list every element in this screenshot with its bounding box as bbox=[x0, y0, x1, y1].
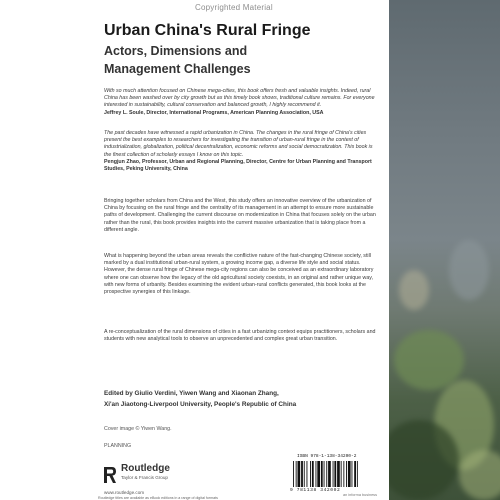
description-paragraph-1: Bringing together scholars from China and the West, this study offers an innovative overview of the urbanization of China by focusing on the rural fringe and the centrality of its management in an attempt to ensure more sustainable paths of development. Challenging the current discourse on modernization in China that focuses solely on the urban rather than the rural, this book provides insights into the current massive urbanization that is taking place from a different angle. bbox=[104, 198, 376, 233]
publisher-website[interactable]: www.routledge.com bbox=[104, 490, 145, 495]
subtitle-line: Actors, Dimensions and bbox=[104, 44, 248, 58]
informa-tagline: an informa business bbox=[343, 493, 377, 497]
description-paragraph-2: What is happening beyond the urban areas reveals the conflictive nature of the fast-changing Chinese society, still marked by a dual institutional urban-rural system, a growing income gap, a diverse life style and social status. However, the dense rural fringe of Chinese mega-city regions can also be conceived as an extraordinary laboratory where one can observe how the legacy of the old agricultural society coexists, in an original and rather unique way, with new forms of urbanity. Besides examining the evident urban-rural conflicts generated, this book looks at the prospective synergies of this linkage. bbox=[104, 253, 374, 296]
publisher-name: Routledge bbox=[121, 463, 170, 474]
book-subtitle bbox=[104, 42, 251, 78]
quote-text: The past decades have witnessed a rapid urbanization in China. The changes in the rural fringe of China's cities present the best examples to researchers for investigating the transition of urban-rural fringe in the context of industrialization, globalization, political decentralization, economic reforms and social democratization. This book is the finest collection of scholarly essays I know on this topic. bbox=[104, 130, 373, 158]
barcode-icon bbox=[293, 461, 377, 487]
quote-attribution: Jeffrey L. Soule, Director, International Programs, American Planning Association, USA bbox=[104, 109, 324, 116]
ebook-notice: Routledge titles are available as eBook editions in a range of digital formats bbox=[98, 496, 218, 500]
endorsement-quote-1 bbox=[104, 88, 380, 117]
editors-line: Xi'an Jiaotong-Liverpool University, People's Republic of China bbox=[104, 401, 297, 408]
publisher-imprint: Taylor & Francis Group bbox=[121, 475, 168, 480]
cover-photo-strip bbox=[389, 0, 500, 500]
editors bbox=[104, 388, 380, 410]
subject-category: PLANNING bbox=[104, 443, 132, 449]
editors-line: Edited by Giulio Verdini, Yiwen Wang and Xiaonan Zhang, bbox=[104, 390, 279, 397]
routledge-logo-icon bbox=[102, 465, 118, 485]
book-title: Urban China's Rural Fringe bbox=[104, 22, 311, 39]
isbn-label: ISBN 978-1-138-34200-2 bbox=[297, 454, 357, 459]
copyright-watermark: Copyrighted Material bbox=[195, 3, 273, 12]
subtitle-line: Management Challenges bbox=[104, 62, 251, 76]
description-paragraph-3: A re-conceptualization of the rural dimensions of cities in a fast urbanizing context equips practitioners, scholars and students with new analytical tools to observe an unprecedented and complex great urban transition. bbox=[104, 329, 376, 343]
barcode-number: 9 781138 342002 bbox=[290, 488, 341, 493]
cover-image-credit: Cover image © Yiwen Wang. bbox=[104, 426, 172, 432]
quote-attribution: Pengjun Zhao, Professor, Urban and Regional Planning, Director, Centre for Urban Planning and Transport Studies, Peking University, China bbox=[104, 158, 372, 173]
endorsement-quote-2 bbox=[104, 130, 380, 173]
quote-text: With so much attention focused on Chinese mega-cities, this book offers fresh and valuable insights. Indeed, rural China has been washed over by city growth but as this timely book shows, traditional culture remains. For everyone interested in sustainability, cultural conservation and balanced growth, I highly recommend it. bbox=[104, 88, 375, 109]
